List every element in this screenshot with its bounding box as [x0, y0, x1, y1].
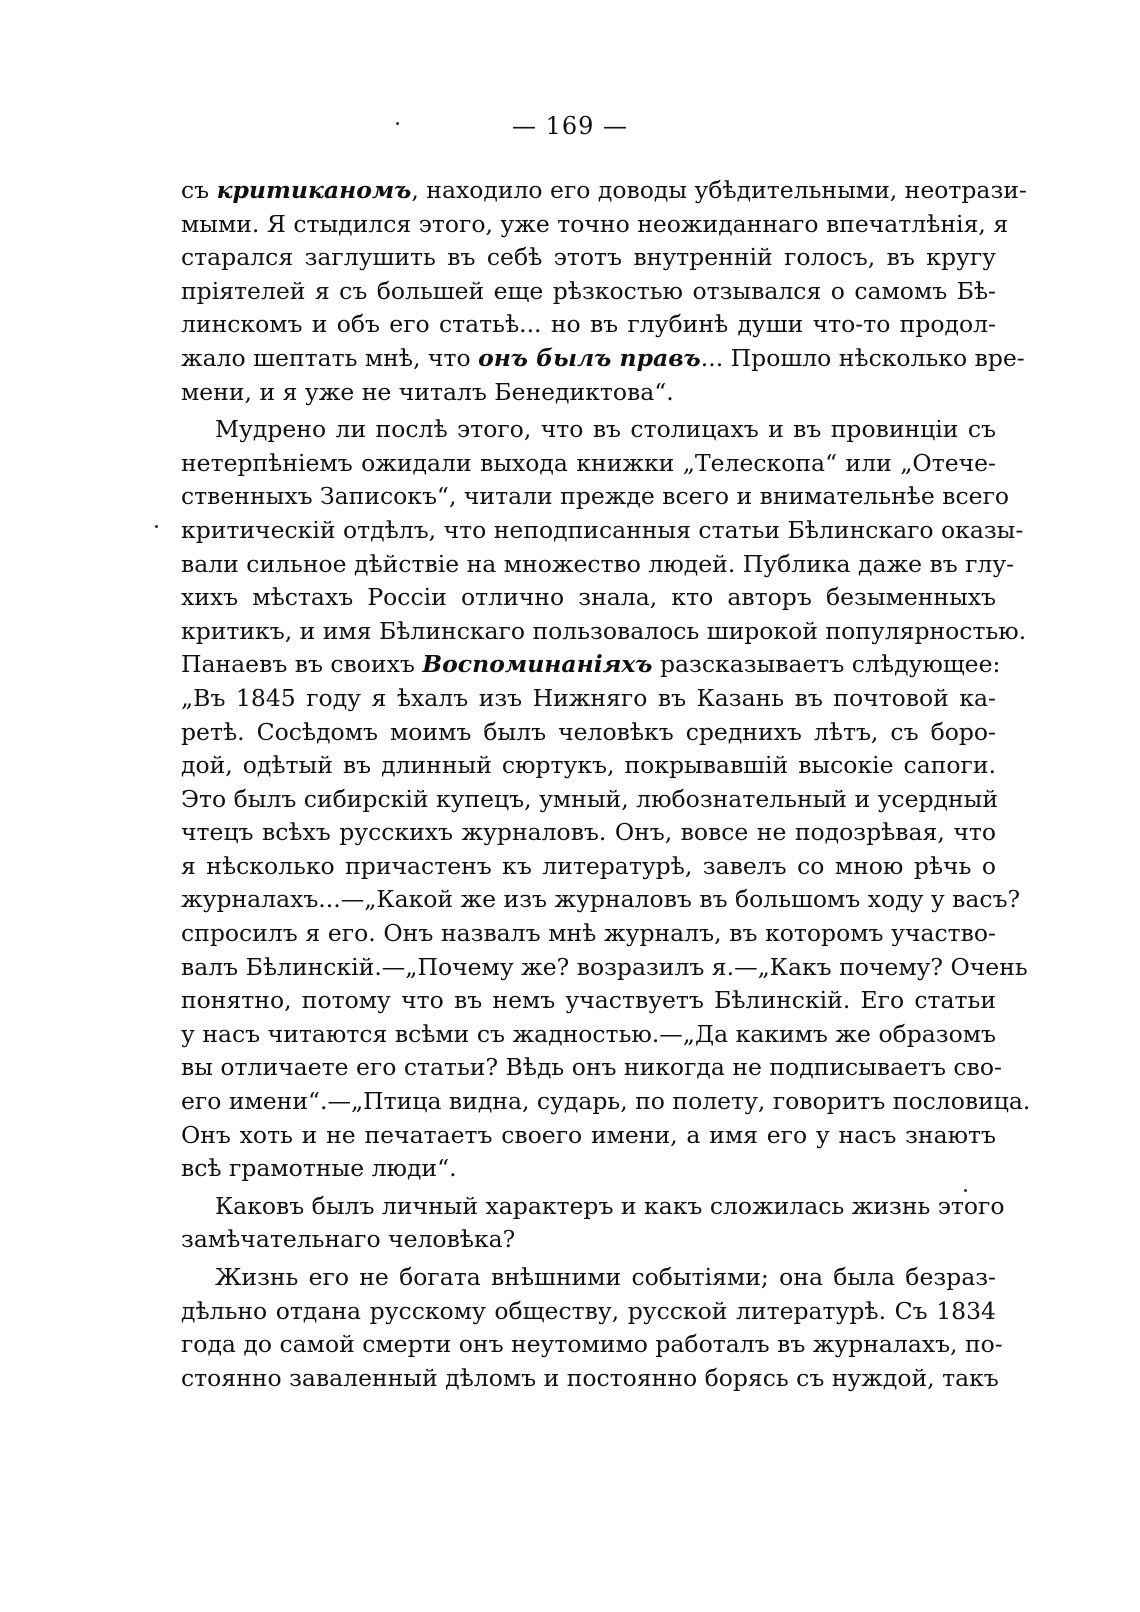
italic-term: критиканомъ [216, 176, 412, 204]
text-line: мыми. Я стыдился этого, уже точно неожиданнаго впечатлѣнія, я [181, 209, 1009, 238]
text-line: понятно, потому что въ немъ участвуетъ Бѣлинскій. Его статьи [181, 986, 996, 1015]
text-line: критическій отдѣлъ, что неподписанныя статьи Бѣлинскаго оказы- [181, 515, 1024, 544]
text-line: жало шептать мнѣ, что онъ былъ правъ... Прошло нѣсколько вре- [181, 343, 1025, 372]
text-line: Жизнь его не богата внѣшними событіями; она была безраз- [215, 1263, 996, 1291]
text-line: Мудрено ли послѣ этого, что въ столицахъ и въ провинціи съ [215, 415, 996, 444]
italic-title: Воспоминаніяхъ [422, 650, 653, 679]
text-line: журналахъ...—„Какой же изъ журналовъ въ большомъ ходу у васъ? [181, 885, 1021, 914]
text-line: дѣльно отдана русскому обществу, русской литературѣ. Съ 1834 [181, 1296, 996, 1325]
text-line: мени, и я уже не читалъ Бенедиктова“. [181, 377, 674, 406]
text-line: линскомъ и объ его статьѣ... но въ глубинѣ души что-то продол- [181, 310, 996, 339]
text-line: съ критиканомъ, находило его доводы убѣдительными, неотрази- [181, 176, 1027, 204]
text-line: ретѣ. Сосѣдомъ моимъ былъ человѣкъ среднихъ лѣтъ, съ боро- [181, 717, 996, 746]
text-line: ственныхъ Записокъ“, читали прежде всего и внимательнѣе всего [181, 482, 1010, 511]
text-line: „Въ 1845 году я ѣхалъ изъ Нижняго въ Казань въ почтовой ка- [181, 683, 996, 712]
text-line: старался заглушить въ себѣ этотъ внутренній голосъ, въ кругу [181, 243, 996, 272]
text-line: чтецъ всѣхъ русскихъ журналовъ. Онъ, вовсе не подозрѣвая, что [181, 818, 996, 847]
scan-speck [396, 122, 399, 125]
text-line: Онъ хоть и не печатаетъ своего имени, а имя его у насъ знаютъ [181, 1120, 996, 1149]
text-line: Каковъ былъ личный характеръ и какъ сложилась жизнь этого [215, 1191, 1005, 1220]
text-line: спросилъ я его. Онъ назвалъ мнѣ журналъ, въ которомъ участво- [181, 919, 996, 948]
page-number: — 169 — [511, 112, 629, 140]
text-line: Это былъ сибирскій купецъ, умный, любознательный и усердный [181, 784, 999, 813]
scan-speck [155, 525, 158, 528]
text-line: я нѣсколько причастенъ къ литературѣ, завелъ со мною рѣчь о [181, 851, 996, 880]
text-line: года до самой смерти онъ неутомимо работалъ въ журналахъ, по- [181, 1330, 1003, 1359]
text-line: всѣ грамотные люди“. [181, 1154, 457, 1183]
text-line: вы отличаете его статьи? Вѣдь онъ никогда не подписываетъ сво- [181, 1053, 1002, 1082]
text-line: нетерпѣніемъ ожидали выхода книжки „Телескопа“ или „Отече- [181, 448, 996, 477]
text-line: критикъ, и имя Бѣлинскаго пользовалось широкой популярностью. [181, 616, 1027, 645]
text-line: Панаевъ въ своихъ Воспоминаніяхъ разсказываетъ слѣдующее: [181, 650, 1001, 679]
text-line: его имени“.—„Птица видна, сударь, по полету, говоритъ пословица. [181, 1087, 1031, 1116]
text-line: дой, одѣтый въ длинный сюртукъ, покрывавшій высокіе сапоги. [181, 751, 996, 780]
italic-phrase: онъ былъ правъ [478, 343, 701, 372]
text-line: пріятелей я съ большей еще рѣзкостью отзывался о самомъ Бѣ- [181, 276, 996, 305]
text-line: хихъ мѣстахъ Россіи отлично знала, кто авторъ безыменныхъ [181, 583, 996, 612]
scan-speck [964, 1189, 967, 1192]
text-line: стоянно заваленный дѣломъ и постоянно борясь съ нуждой, такъ [181, 1363, 999, 1392]
text-line: вали сильное дѣйствіе на множество людей. Публика даже въ глу- [181, 549, 1015, 578]
text-line: замѣчательнаго человѣка? [181, 1225, 516, 1254]
text-line: у насъ читаются всѣми съ жадностью.—„Да какимъ же образомъ [181, 1019, 996, 1048]
body-text [181, 174, 1031, 1395]
text-line: валъ Бѣлинскій.—„Почему же? возразилъ я.—„Какъ почему? Очень [181, 952, 1028, 981]
